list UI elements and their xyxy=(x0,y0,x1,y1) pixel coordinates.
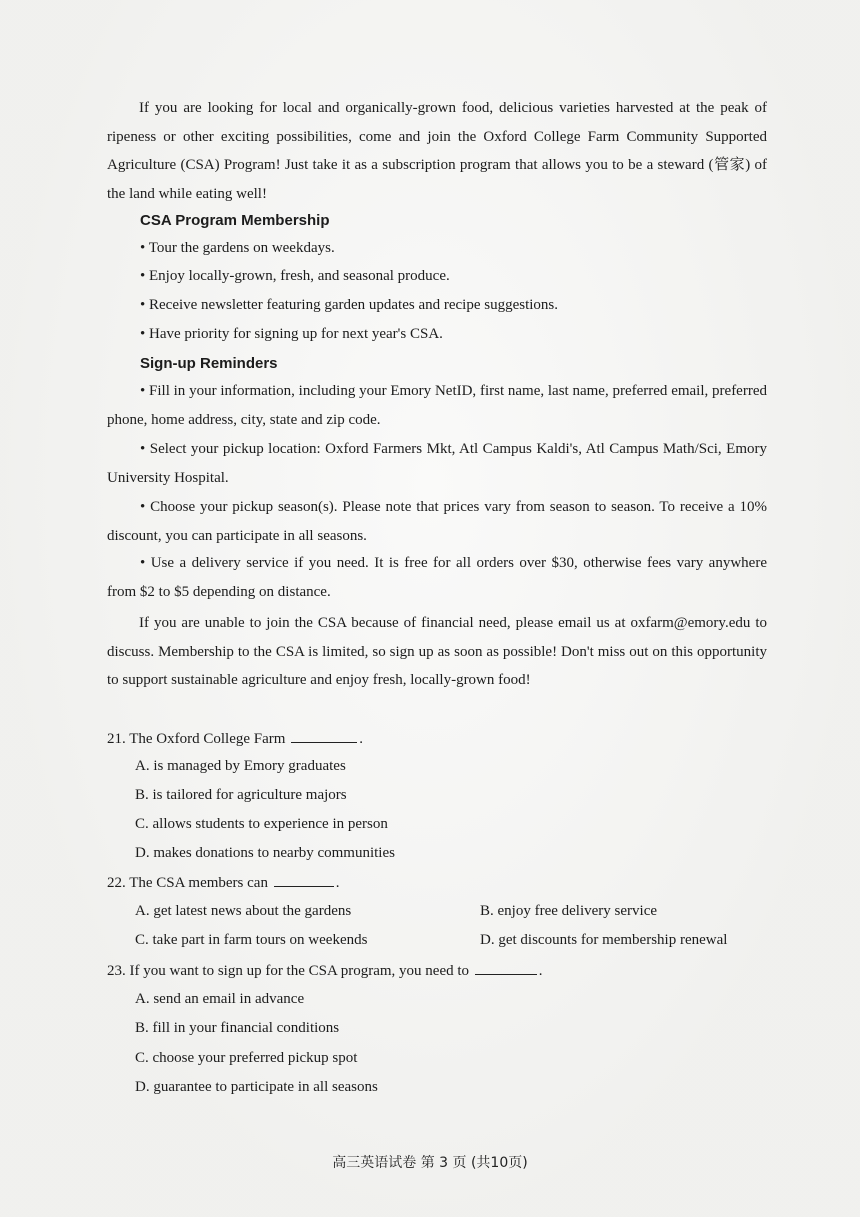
question-23 xyxy=(107,962,543,980)
option-21-b[interactable]: B. is tailored for agriculture majors xyxy=(135,787,347,803)
option-23-b[interactable]: B. fill in your financial conditions xyxy=(135,1020,340,1036)
membership-item: • Receive newsletter featuring garden updates and recipe suggestions. xyxy=(140,297,559,313)
question-21 xyxy=(107,730,363,748)
reminder-item: • Choose your pickup season(s). Please note that prices vary from season to season. To receive a 10% discount, you can participate in all seasons. xyxy=(107,499,767,544)
membership-item: • Have priority for signing up for next year's CSA. xyxy=(140,326,443,342)
intro-paragraph: If you are looking for local and organically-grown food, delicious varieties harvested at the peak of ripeness or other exciting possibilities, come and join the Oxford College Farm Community Supported Agriculture (CSA) Program! Just take it as a subscription program that allows you to be a steward (管家) of the land while eating well! xyxy=(107,100,767,202)
question-stem: 23. If you want to sign up for the CSA program, you need to xyxy=(107,963,470,979)
reminder-item: • Use a delivery service if you need. It is free for all orders over $30, otherwise fees vary anywhere from $2 to $5 depending on distance. xyxy=(107,555,767,600)
membership-item: • Enjoy locally-grown, fresh, and seasonal produce. xyxy=(140,268,450,284)
question-stem-end: . xyxy=(359,731,363,747)
option-22-a[interactable]: A. get latest news about the gardens xyxy=(135,903,352,919)
option-22-d[interactable]: D. get discounts for membership renewal xyxy=(480,932,728,948)
option-23-c[interactable]: C. choose your preferred pickup spot xyxy=(135,1050,358,1066)
option-23-a[interactable]: A. send an email in advance xyxy=(135,991,305,1007)
answer-blank[interactable] xyxy=(291,730,357,743)
reminders-heading: Sign-up Reminders xyxy=(140,355,278,372)
question-stem-end: . xyxy=(335,875,340,891)
closing-paragraph: If you are unable to join the CSA because of financial need, please email us at oxfarm@emory.edu to discuss. Membership to the CSA is limited, so sign up as soon as possible! Don't miss out on this opportunity to support sustainable agriculture and enjoy fresh, locally-grown food! xyxy=(107,615,767,688)
question-22 xyxy=(107,874,339,892)
option-23-d[interactable]: D. guarantee to participate in all seasons xyxy=(135,1079,378,1095)
question-stem: 22. The CSA members can xyxy=(107,875,268,891)
reminder-item: • Select your pickup location: Oxford Farmers Mkt, Atl Campus Kaldi's, Atl Campus Math/Sci, Emory University Hospital. xyxy=(107,441,767,486)
question-stem-end: . xyxy=(538,963,543,979)
option-21-a[interactable]: A. is managed by Emory graduates xyxy=(135,758,346,774)
option-22-c[interactable]: C. take part in farm tours on weekends xyxy=(135,932,368,948)
option-21-c[interactable]: C. allows students to experience in person xyxy=(135,816,388,832)
page-footer: 高三英语试卷 第 3 页 (共10页) xyxy=(332,1155,528,1171)
option-22-b[interactable]: B. enjoy free delivery service xyxy=(480,903,658,919)
membership-item: • Tour the gardens on weekdays. xyxy=(140,240,335,256)
answer-blank[interactable] xyxy=(274,874,334,887)
option-21-d[interactable]: D. makes donations to nearby communities xyxy=(135,845,395,861)
question-stem: 21. The Oxford College Farm xyxy=(107,731,286,747)
reminder-item: • Fill in your information, including your Emory NetID, first name, last name, preferred email, preferred phone, home address, city, state and zip code. xyxy=(107,383,767,428)
answer-blank[interactable] xyxy=(475,962,537,975)
membership-heading: CSA Program Membership xyxy=(140,212,330,229)
